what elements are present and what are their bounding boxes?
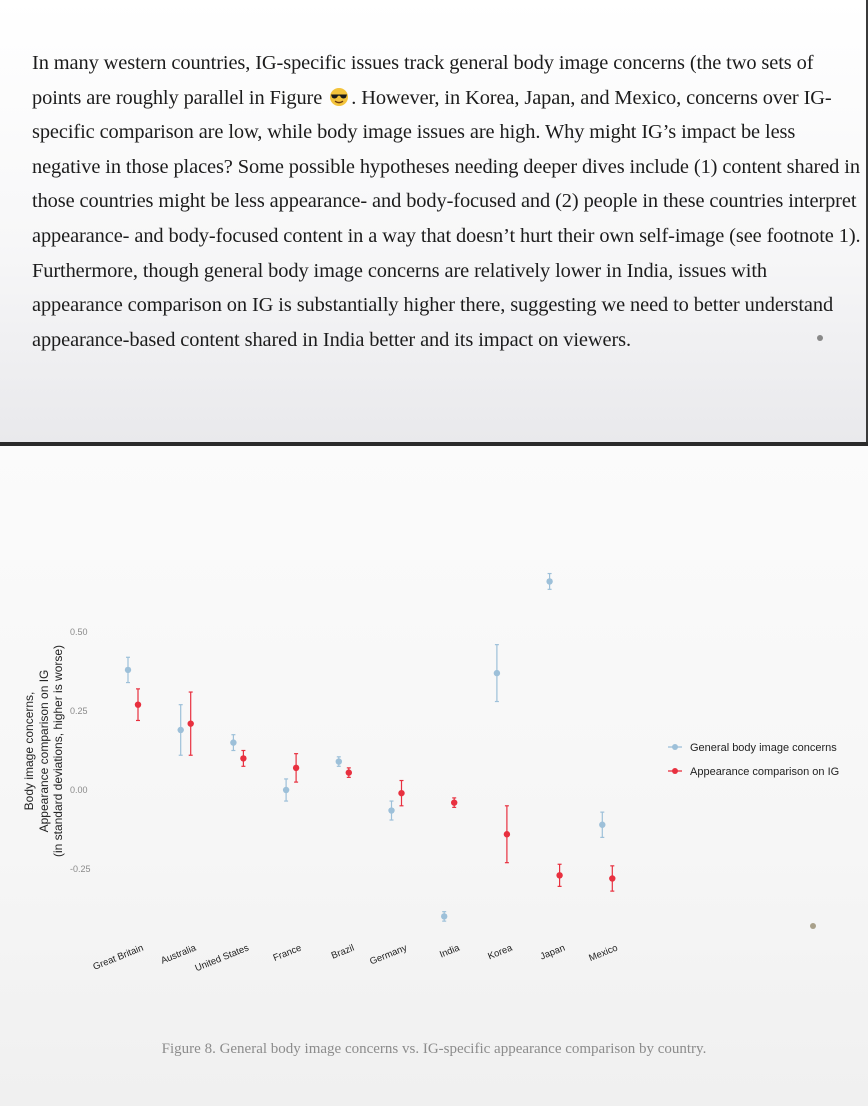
- paragraph-text-end: . However, in Korea, Japan, and Mexico, concerns over IG-specific comparison are low, while body image issues are high. Why might IG’s impact be less negative in those places? Some possible hypotheses needing deeper dives include (1) content shared in those countries might be less appearance- and body-focused and (2) people in these countries interpret appearance- and body-focused content in a way that doesn’t hurt their own self-image (see footnote 1). Furthermore, though general body image concerns are relatively lower in India, issues with appearance comparison on IG is substantially higher there, suggesting we need to better understand appearance-based content shared in India better and its impact on viewers.: [32, 86, 861, 351]
- y-tick-label: -0.25: [70, 864, 91, 874]
- y-axis-ticks: [70, 627, 91, 874]
- legend-swatch-dot: [672, 768, 678, 774]
- scatter-chart: [0, 446, 868, 1106]
- y-axis-title-line: Body image concerns,: [22, 691, 36, 811]
- body-image-point: [441, 913, 447, 919]
- legend-entry-label: General body image concerns: [690, 742, 837, 754]
- y-tick-label: 0.50: [70, 627, 88, 637]
- appearance-comparison-point: [293, 765, 299, 771]
- paragraph-text-start: In many western countries, IG-specific issues track general body image concerns (the two sets of points are roughly parallel in Figure: [32, 52, 814, 109]
- x-category-label: Brazil: [329, 942, 356, 962]
- appearance-comparison-point: [609, 875, 615, 881]
- appearance-comparison-point: [451, 799, 457, 805]
- figure-caption: Figure 8. General body image concerns vs. IG-specific appearance comparison by country.: [161, 1041, 707, 1057]
- body-image-point: [336, 758, 342, 764]
- y-tick-label: 0.00: [70, 785, 88, 795]
- x-category-label: India: [438, 942, 462, 961]
- appearance-comparison-point: [346, 769, 352, 775]
- figure-panel: [0, 446, 868, 1106]
- y-tick-label: 0.25: [70, 706, 88, 716]
- y-axis-title-line: Appearance comparison on IG: [37, 669, 51, 833]
- legend: [668, 742, 839, 778]
- body-image-point: [388, 807, 394, 813]
- x-category-label: Great Britain: [91, 942, 146, 973]
- x-category-label: France: [271, 942, 304, 964]
- body-image-point: [125, 667, 131, 673]
- appearance-comparison-point: [398, 790, 404, 796]
- data-marks: [125, 574, 616, 922]
- x-category-label: Mexico: [587, 942, 620, 965]
- body-image-point: [283, 787, 289, 793]
- y-axis-title-line: (in standard deviations, higher is worse): [51, 644, 65, 858]
- body-image-point: [178, 727, 184, 733]
- x-category-label: Australia: [159, 942, 198, 967]
- appearance-comparison-point: [188, 720, 194, 726]
- x-category-label: Germany: [368, 942, 409, 968]
- body-image-point: [546, 578, 552, 584]
- appearance-comparison-point: [240, 755, 246, 761]
- body-image-point: [599, 822, 605, 828]
- body-paragraph: [32, 46, 862, 357]
- x-category-label: Korea: [486, 942, 515, 963]
- legend-entry-label: Appearance comparison on IG: [690, 766, 840, 778]
- stray-dot-mark: [810, 923, 816, 929]
- x-axis-categories: [92, 942, 620, 974]
- body-image-point: [230, 739, 236, 745]
- appearance-comparison-point: [504, 831, 510, 837]
- body-image-point: [494, 670, 500, 676]
- smiling-face-with-sunglasses-icon: [328, 84, 350, 104]
- y-axis-title: [22, 645, 65, 857]
- stray-dot-mark: [817, 335, 823, 341]
- x-category-label: Japan: [538, 942, 567, 963]
- appearance-comparison-point: [135, 701, 141, 707]
- text-excerpt-panel: [0, 0, 868, 442]
- appearance-comparison-point: [556, 872, 562, 878]
- x-category-label: United States: [193, 942, 251, 975]
- legend-swatch-dot: [672, 744, 678, 750]
